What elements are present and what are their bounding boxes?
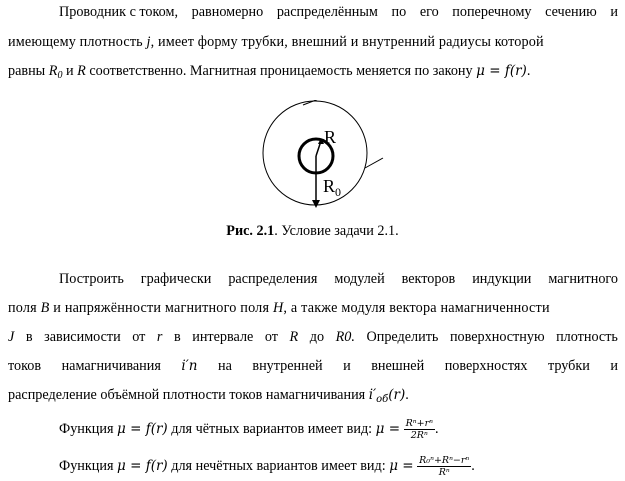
formula-mu: μ = f(r): [476, 63, 527, 79]
paragraph2-line2: поля B и напряжённости магнитного поля H, а также модуля вектора намагниченности: [8, 300, 550, 316]
radius-R0-arrowhead: [312, 200, 320, 208]
function-even: Функция μ = f(r) для чётных вариантов имеет вид: μ = $\frac{\text{Rⁿ+rⁿ}}{\text{2Rⁿ}}$ .: [59, 418, 439, 441]
var-j: j: [146, 34, 151, 50]
label-R0: $R_0$: [323, 176, 342, 199]
paragraph1-line3: равны $R_0$ и R соответственно. Магнитная проницаемость меняется по закону μ = f(r).: [8, 63, 531, 81]
tube-edge-bottom: [365, 158, 383, 168]
outer-circle: [263, 101, 367, 205]
paragraph2-line5: распределение объёмной плотности токов намагничивания $i'_{об}(r)$.: [8, 387, 409, 405]
volume-current-symbol: $i'_{об}(r)$: [368, 387, 406, 405]
paragraph2-line4: токов намагничивания i′п на внутренней и внешней поверхностях трубки и: [8, 358, 618, 374]
surface-current-symbol: i′п: [181, 358, 198, 374]
paragraph2-line1: Построить графически распределения модулей векторов индукции магнитного: [59, 271, 618, 287]
fraction-even: $\frac{\text{Rⁿ+rⁿ}}{\text{2Rⁿ}}$: [405, 418, 433, 441]
paragraph1-line2: имеющему плотность j, имеет форму трубки, внешний и внутренний радиусы которой: [8, 34, 544, 50]
paragraph1-line1: Проводник с током, равномерно распределённым по его поперечному сечению и: [59, 4, 618, 20]
paragraph2-line3: J в зависимости от r в интервале от R до R0. Определить поверхностную плотность: [8, 329, 618, 345]
fraction-odd: $\frac{\text{R₀ⁿ+Rⁿ−rⁿ}}{\text{Rⁿ}}$: [419, 455, 470, 478]
label-R: R: [324, 127, 337, 147]
function-odd: Функция μ = f(r) для нечётных вариантов имеет вид: μ = $\frac{\text{R₀ⁿ+Rⁿ−rⁿ}}{\text{Rⁿ}}$ .: [59, 455, 475, 478]
figure-caption: Рис. 2.1. Условие задачи 2.1.: [226, 223, 399, 239]
tube-figure: [255, 100, 385, 215]
